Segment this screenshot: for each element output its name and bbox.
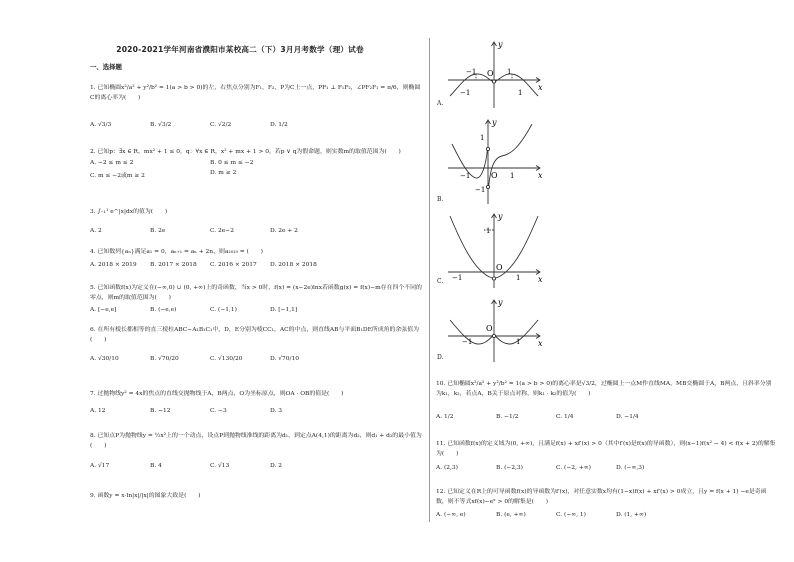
option-d[interactable]: D. 2018 × 2018 bbox=[270, 262, 317, 268]
tick-one-top: 1 bbox=[507, 68, 512, 76]
question-10: 10. 已知椭圆x²/a² + y²/b² = 1(a > b > 0)的离心率是√3/2，过椭圆上一点M作直线MA，MB交椭圆于A，B两点，且斜率分别为k₁，k₂，若点A，B关于原点对称，则k₁ · k₂的值为( ) bbox=[436, 381, 772, 397]
tick-neg-one: −1 bbox=[462, 338, 473, 346]
tick-one: 1 bbox=[516, 274, 521, 282]
graph-d-label: D. bbox=[437, 354, 444, 361]
x-label: x bbox=[538, 171, 543, 180]
section-heading: 一、选择题 bbox=[90, 63, 122, 71]
option-b[interactable]: B. (−2,3) bbox=[496, 465, 523, 471]
origin-label: O bbox=[491, 171, 498, 180]
tick-one: 1 bbox=[516, 338, 521, 346]
column-divider bbox=[429, 38, 430, 522]
option-a[interactable]: A. √17 bbox=[90, 463, 110, 469]
tick-one-y: 1 bbox=[486, 227, 491, 235]
y-label: y bbox=[498, 298, 503, 307]
option-a[interactable]: A. √3/3 bbox=[90, 122, 112, 128]
option-d[interactable]: D. 2 bbox=[270, 463, 283, 469]
option-a[interactable]: A. [−e,e] bbox=[90, 307, 117, 313]
question-6: 6. 在所有棱长都相等的直三棱柱ABC−A₁B₁C₁中，D，E分别为棱CC₁，AC的中点，则直线AB与平面B₁DE所成角的余弦值为( ) bbox=[90, 327, 419, 343]
option-d[interactable]: D. (1, +∞) bbox=[616, 512, 647, 518]
question-11: 11. 已知函数f(x)的定义域为(0, +∞)，且满足f(x) + xf′(x) > 0（其中f′(x)是f(x)的导函数），则(x−1)f(x² − 4) < f(x + 2)的解集为( ) bbox=[436, 441, 776, 457]
question-9: 9. 函数y = x·ln|x|/|x|的图象大致是( ) bbox=[90, 493, 201, 499]
option-b[interactable]: B. √3/2 bbox=[150, 122, 172, 128]
tick-one: 1 bbox=[518, 89, 523, 97]
origin-label: O bbox=[486, 324, 493, 333]
option-c[interactable]: C. √13 bbox=[210, 463, 230, 469]
curve-right bbox=[495, 74, 538, 96]
question-2: 2. 已知p：∃x ∈ R，mx² + 1 ≤ 0，q：∀x ∈ R，x² + mx + 1 > 0，若p ∨ q为假命题，则实数m的取值范围为( ) bbox=[90, 149, 401, 155]
option-d[interactable]: D. 1/2 bbox=[270, 122, 288, 128]
question-3: 3. ∫₋₁¹ e^|x|dx的值为( ) bbox=[90, 209, 168, 215]
option-a[interactable]: A. −2 ≤ m ≤ 2 bbox=[90, 160, 134, 166]
tick-neg-one: −1 bbox=[460, 89, 471, 97]
option-d[interactable]: D. 3 bbox=[270, 408, 283, 414]
graph-c[interactable] bbox=[440, 210, 550, 290]
origin-label: O bbox=[487, 69, 494, 78]
graph-d[interactable] bbox=[440, 296, 550, 364]
option-a[interactable]: A. √30/10 bbox=[90, 356, 119, 362]
x-label: x bbox=[538, 83, 543, 92]
hollow-point bbox=[492, 277, 495, 280]
option-c[interactable]: C. √130/20 bbox=[210, 356, 243, 362]
option-c[interactable]: C. m ≤ −2或m ≥ 2 bbox=[90, 173, 145, 179]
x-label: x bbox=[538, 275, 543, 284]
question-12: 12. 已知定义在R上的可导函数f(x)的导函数为f′(x)，对任意实数x均有(1−x)f(x) + xf′(x) > 0成立，且y = f(x + 1) −e是奇函数，则不等式xf(x)−eˣ > 0的解集是( ) bbox=[436, 489, 767, 505]
question-8: 8. 已知点P为抛物线y = ½x²上的一个动点，设点P到抛物线准线的距离为d₁，到定点A(4,1)的距离为d₂，则d₁ + d₂的最小值为( ) bbox=[90, 433, 422, 449]
option-a[interactable]: A. 2018 × 2019 bbox=[90, 262, 137, 268]
hollow-point-top bbox=[486, 147, 489, 150]
option-a[interactable]: A. (−∞, e) bbox=[436, 512, 466, 518]
y-label: y bbox=[498, 212, 503, 221]
graph-c-label: C. bbox=[437, 278, 444, 285]
option-d[interactable]: D. 2e + 2 bbox=[270, 228, 298, 234]
option-d[interactable]: D. −1/4 bbox=[616, 414, 639, 420]
option-b[interactable]: B. 4 bbox=[150, 463, 162, 469]
tick-one-y: 1 bbox=[480, 134, 485, 142]
option-a[interactable]: A. (2,3) bbox=[436, 465, 458, 471]
question-4: 4. 已知数列{aₙ}满足a₁ = 0，aₙ₊₁ = aₙ + 2n，则a₂₀₁₉ = ( ) bbox=[90, 249, 263, 255]
option-d[interactable]: D. m ≥ 2 bbox=[210, 170, 237, 176]
origin-label: O bbox=[496, 263, 503, 272]
graph-a-label: A. bbox=[437, 100, 444, 107]
question-5: 5. 已知函数f(x)为定义在(−∞,0) ∪ (0, +∞)上的奇函数，当x > 0时，f(x) = (x−2e)lnx若函数g(x) = f(x)−m存在四个不同的零点，则m的取值范围为( ) bbox=[90, 285, 422, 301]
exam-title: 2020-2021学年河南省濮阳市某校高二（下）3月月考数学（理）试卷 bbox=[116, 45, 364, 54]
hollow-point-bottom bbox=[486, 185, 489, 188]
hollow-point bbox=[492, 80, 495, 83]
y-label: y bbox=[492, 118, 497, 127]
tick-one: 1 bbox=[510, 172, 515, 180]
question-7: 7. 过抛物线y² = 4x的焦点的直线交抛物线于A，B两点，O为坐标原点，则OA · OB的值是( ) bbox=[90, 391, 344, 397]
option-c[interactable]: C. √2/2 bbox=[210, 122, 232, 128]
tick-neg-one-y: −1 bbox=[475, 186, 486, 194]
y-label: y bbox=[498, 40, 503, 49]
option-b[interactable]: B. 2017 × 2018 bbox=[150, 262, 197, 268]
option-d[interactable]: D. √70/10 bbox=[270, 356, 299, 362]
x-label: x bbox=[538, 339, 543, 348]
option-b[interactable]: B. −12 bbox=[150, 408, 171, 414]
option-c[interactable]: C. (−2, +∞) bbox=[556, 465, 591, 471]
tick-neg-one: −1 bbox=[460, 172, 471, 180]
option-d[interactable]: D. (−∞,3) bbox=[616, 465, 645, 471]
graph-b[interactable] bbox=[440, 116, 550, 206]
option-c[interactable]: C. −3 bbox=[210, 408, 227, 414]
option-c[interactable]: C. 2e−2 bbox=[210, 228, 234, 234]
option-b[interactable]: B. √70/20 bbox=[150, 356, 179, 362]
graph-a[interactable] bbox=[440, 38, 550, 110]
option-c[interactable]: C. 2016 × 2017 bbox=[210, 262, 257, 268]
tick-neg-one-top: −1 bbox=[466, 68, 477, 76]
option-b[interactable]: B. 0 ≤ m ≤ −2 bbox=[210, 160, 254, 166]
option-a[interactable]: A. 1/2 bbox=[436, 414, 454, 420]
tick-neg-one: −1 bbox=[452, 274, 463, 282]
option-c[interactable]: C. (−∞, 1) bbox=[556, 512, 586, 518]
option-a[interactable]: A. 2 bbox=[90, 228, 102, 234]
curve-left bbox=[450, 216, 492, 278]
option-b[interactable]: B. (e, +∞) bbox=[496, 512, 526, 518]
graph-b-label: B. bbox=[437, 196, 444, 203]
option-c[interactable]: C. 1/4 bbox=[556, 414, 574, 420]
hollow-point bbox=[492, 334, 495, 337]
option-b[interactable]: B. 2e bbox=[150, 228, 166, 234]
option-a[interactable]: A. 12 bbox=[90, 408, 106, 414]
option-d[interactable]: D. [−1,1] bbox=[270, 307, 298, 313]
option-c[interactable]: C. (−1,1) bbox=[210, 307, 237, 313]
option-b[interactable]: B. −1/2 bbox=[496, 414, 519, 420]
option-b[interactable]: B. (−e,e) bbox=[150, 307, 177, 313]
question-1: 1. 已知椭圆x²/a² + y²/b² = 1(a > b > 0)的左，右焦点分别为F₁，F₂，P为C上一点，PF₁ ⊥ F₁F₂，∠PF₂F₁ = π/6，则椭圆C的离心率为( ) bbox=[90, 85, 421, 101]
